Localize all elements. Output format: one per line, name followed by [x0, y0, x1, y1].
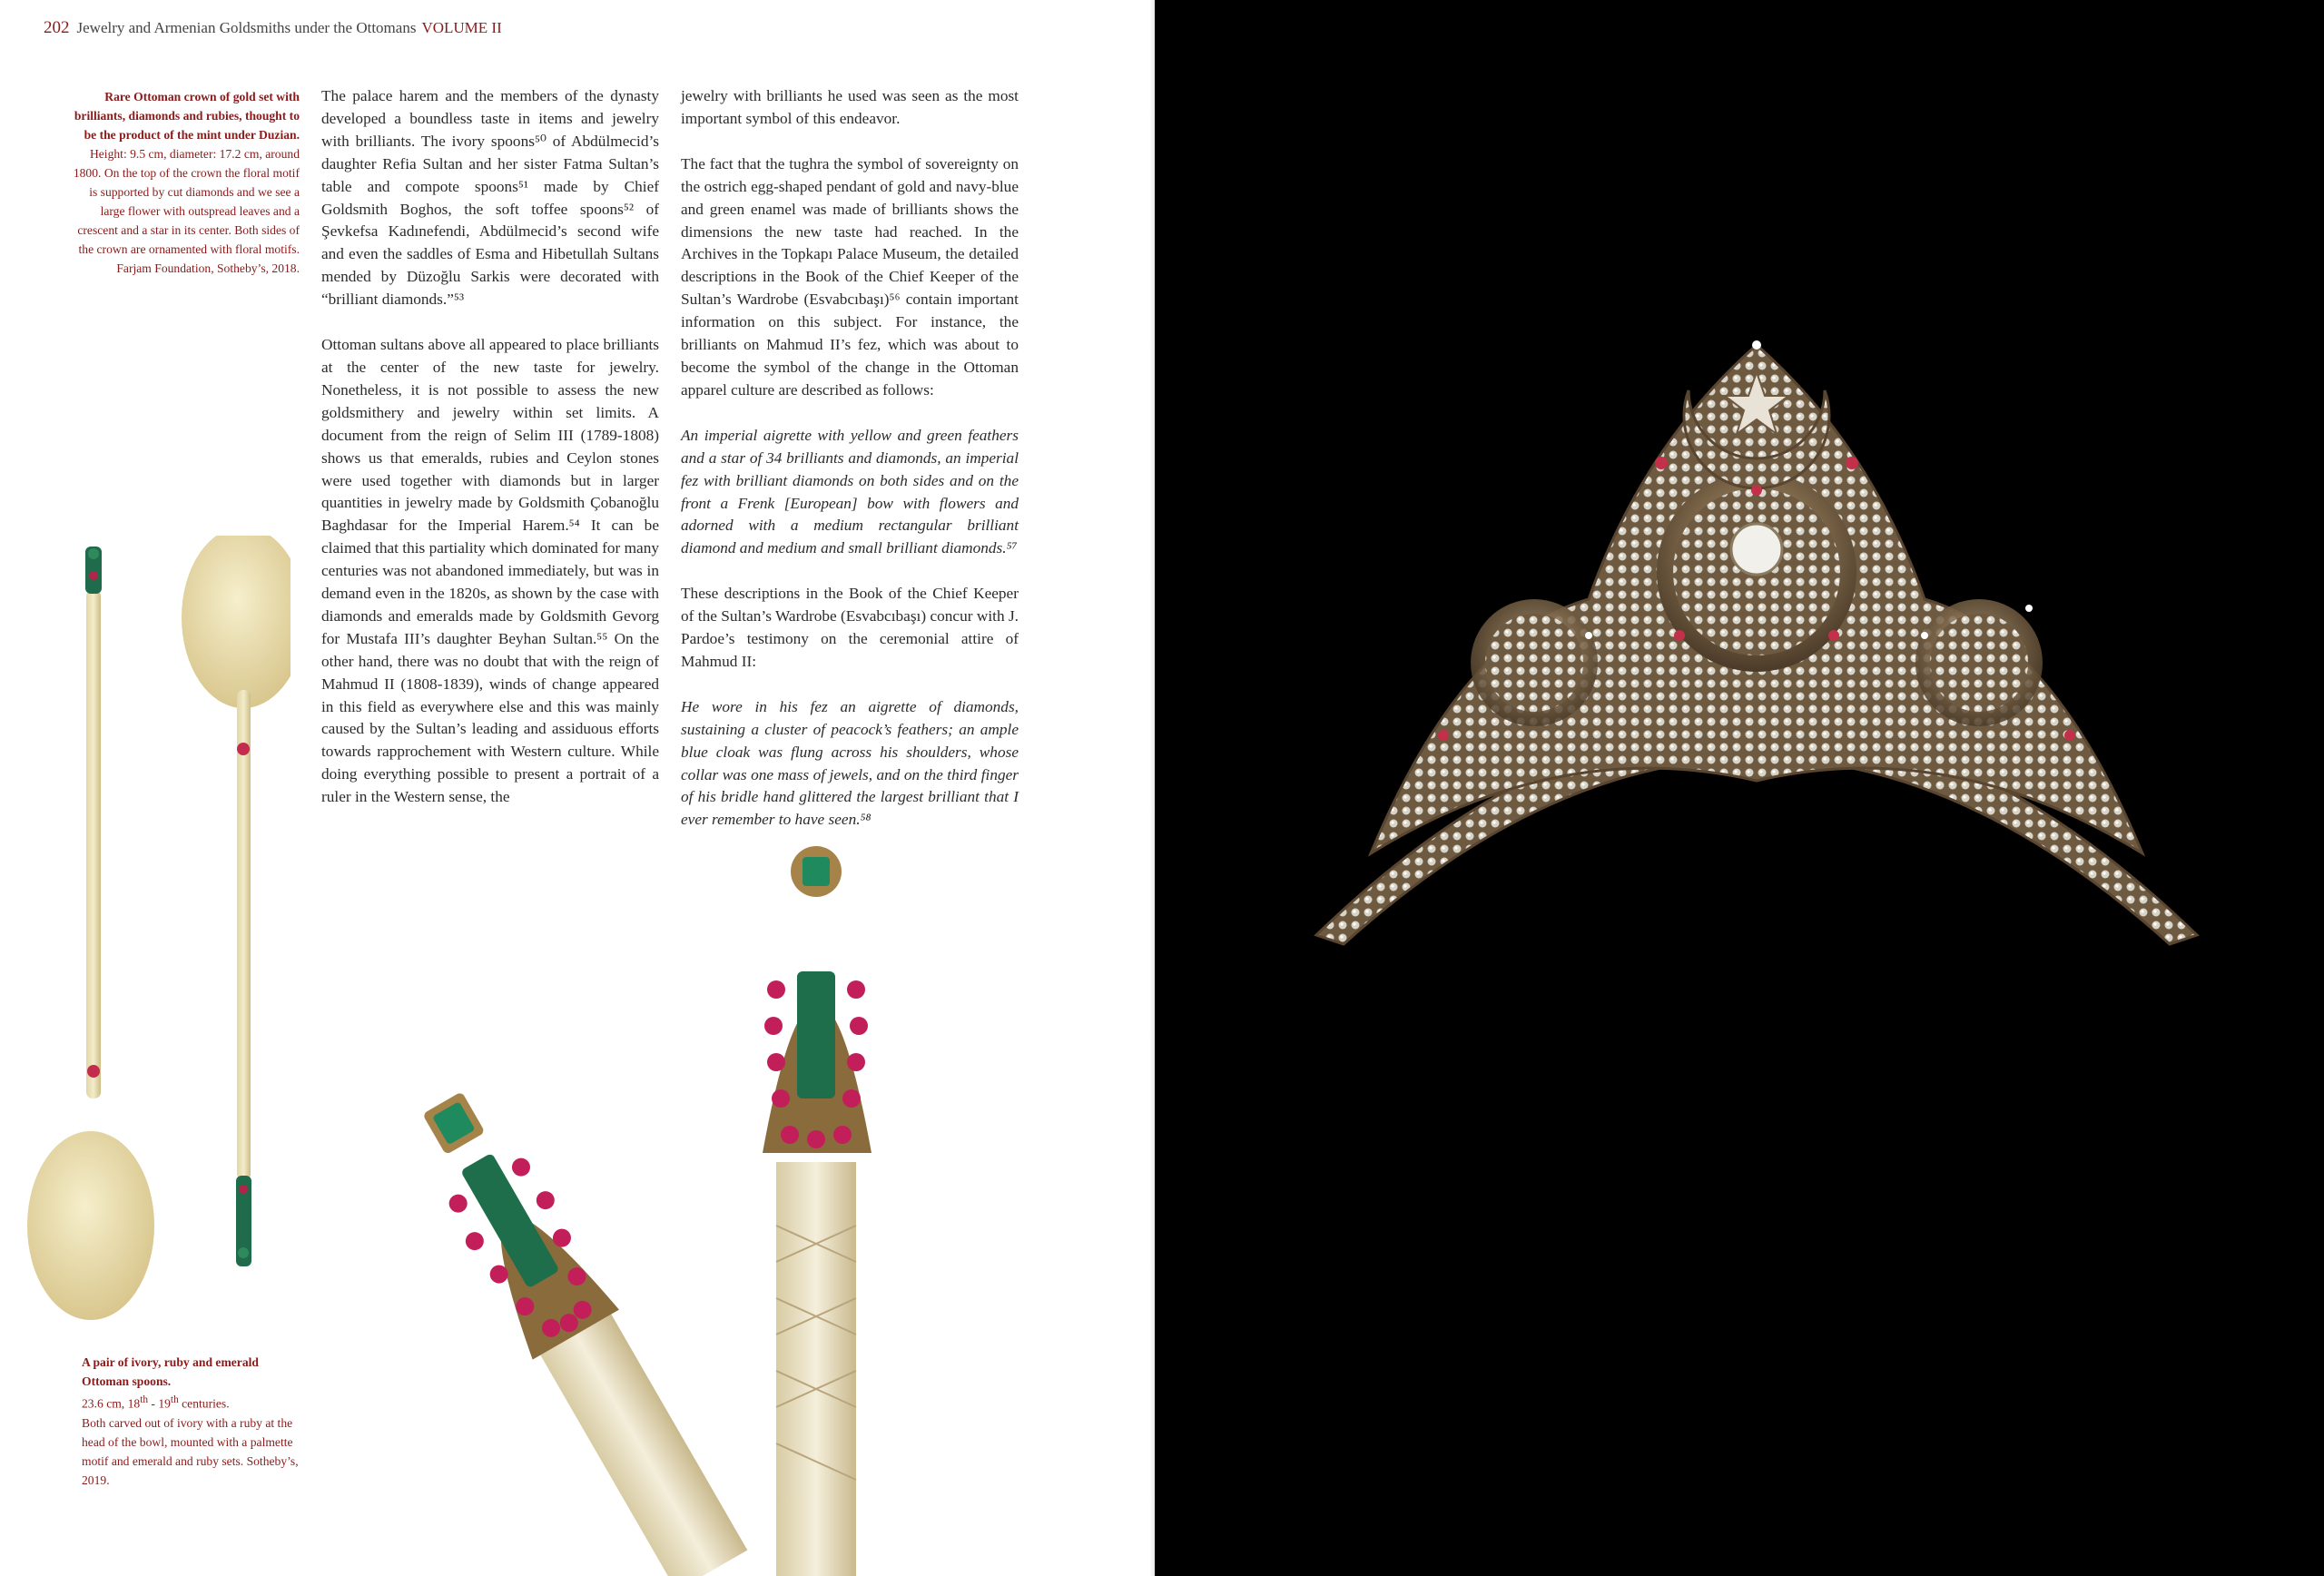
col2-paragraph-2: The fact that the tughra the symbol of sovereignty on the ostrich egg-shaped pendant of gold and navy-blue and green enamel was made of brilliants shows the dimensions the new taste had reached. In the Archives in the Topkapı Palace Museum, the detailed descriptions in the Book of the Chief Keeper of the Sultan’s Wardrobe (Esvabcıbaşı)⁵⁶ contain important information on this subject. For instance, the brilliants on Mahmud II’s fez, which was about to become the symbol of the change in the Ottoman apparel culture are described as follows: — [681, 154, 1019, 399]
page-number: 202 — [44, 18, 70, 37]
spoons-caption-title: A pair of ivory, ruby and emerald Ottoman spoons. — [82, 1355, 259, 1388]
left-page — [0, 0, 1155, 1576]
col2-paragraph-4: These descriptions in the Book of the Chief Keeper of the Sultan’s Wardrobe (Esvabcıbaşı) concur with J. Pardoe’s testimony on the ceremonial attire of Mahmud II: — [681, 585, 1019, 670]
spoon-detail-photo — [363, 844, 908, 1576]
volume-label: VOLUME II — [421, 19, 502, 36]
col2-quote-1: An imperial aigrette with yellow and green feathers and a star of 34 brilliants and diamonds, an imperial fez with brilliant diamonds on both sides and on the front a Frenk [European] bow with flowers and adorned with a medium rectangular brilliant diamond and medium and small brilliant diamonds.⁵⁷ — [681, 426, 1019, 557]
col1-paragraph-1: The palace harem and the members of the dynasty developed a boundless taste in items and jewelry with brilliants. The ivory spoons⁵⁰ of Abdülmecid’s daughter Refia Sultan and her sister Fatma Sultan’s table and compote spoons⁵¹ made by Chief Goldsmith Boghos, the soft toffee spoons⁵² of Şevkefsa Kadınefendi, Abdülmecid’s second wife and even the saddles of Esma and Hibetullah Sultans mended by Düzoğlu Sarkis were decorated with “brilliant diamonds.”⁵³ — [321, 87, 659, 309]
crown-caption-text: Height: 9.5 cm, diameter: 17.2 cm, around 1800. On the top of the crown the floral motif is supported by cut diamonds and we see a large flower with outspread leaves and a crescent and a star in its center. Both sides of the crown are ornamented with floral motifs. Farjam Foundation, Sotheby’s, 2018. — [73, 147, 300, 275]
text-column-2 — [681, 85, 1019, 854]
crown-caption-title: Rare Ottoman crown of gold set with brilliants, diamonds and rubies, thought to be the product of the mint under Duzian. — [74, 90, 300, 142]
col1-paragraph-2: Ottoman sultans above all appeared to place brilliants at the center of the new taste for jewelry. Nonetheless, it is not possible to assess the new goldsmithery and jewelry within set limits. A document from the reign of Selim III (1789-1808) shows us that emeralds, rubies and Ceylon stones were used together with diamonds but in larger quantities in jewelry made by Goldsmith Çobanoğlu Baghdasar for the Imperial Harem.⁵⁴ It can be claimed that this partiality which dominated for many centuries was not abandoned immediately, but was in demand even in the 1820s, as shown by the case with diamonds and emeralds made by Goldsmith Gevorg for Mustafa III’s daughter Beyhan Sultan.⁵⁵ On the other hand, there was no doubt that with the reign of Mahmud II (1808-1839), winds of change appeared in this field as everywhere else and this was mainly caused by the Sultan’s leading and assiduous efforts towards rapprochement with Western culture. While doing everything possible to present a portrait of a ruler in the Western sense, the — [321, 336, 659, 806]
crown-caption — [65, 87, 300, 278]
spoons-caption-dim-a: 23.6 cm, 18 — [82, 1396, 141, 1411]
running-head — [44, 18, 502, 38]
spoons-caption-dim-b: - 19 — [148, 1396, 171, 1411]
spoons-caption-text: Both carved out of ivory with a ruby at the head of the bowl, mounted with a palmette motif and emerald and ruby sets. Sotheby’s, 2019. — [82, 1415, 299, 1487]
spoons-photo — [18, 536, 290, 1335]
spoons-caption-dim-c: centuries. — [178, 1396, 230, 1411]
col2-paragraph-1: jewelry with brilliants he used was seen as the most important symbol of this endeavor. — [681, 87, 1019, 127]
book-title: Jewelry and Armenian Goldsmiths under the Ottomans — [76, 19, 417, 36]
right-page — [1155, 0, 2324, 1576]
spoons-caption-sup-1: th — [140, 1394, 148, 1405]
spoons-caption — [82, 1353, 300, 1490]
col2-quote-2: He wore in his fez an aigrette of diamonds, sustaining a cluster of peacock’s feathers; an ample blue cloak was flung across his shoulders, whose collar was one mass of jewels, and on the third finger of his bridle hand glittered the largest brilliant that I ever remember to have seen.⁵⁸ — [681, 697, 1019, 829]
spoons-caption-sup-2: th — [170, 1394, 179, 1405]
crown-photo — [1298, 309, 2215, 1017]
text-column-1 — [321, 85, 659, 832]
